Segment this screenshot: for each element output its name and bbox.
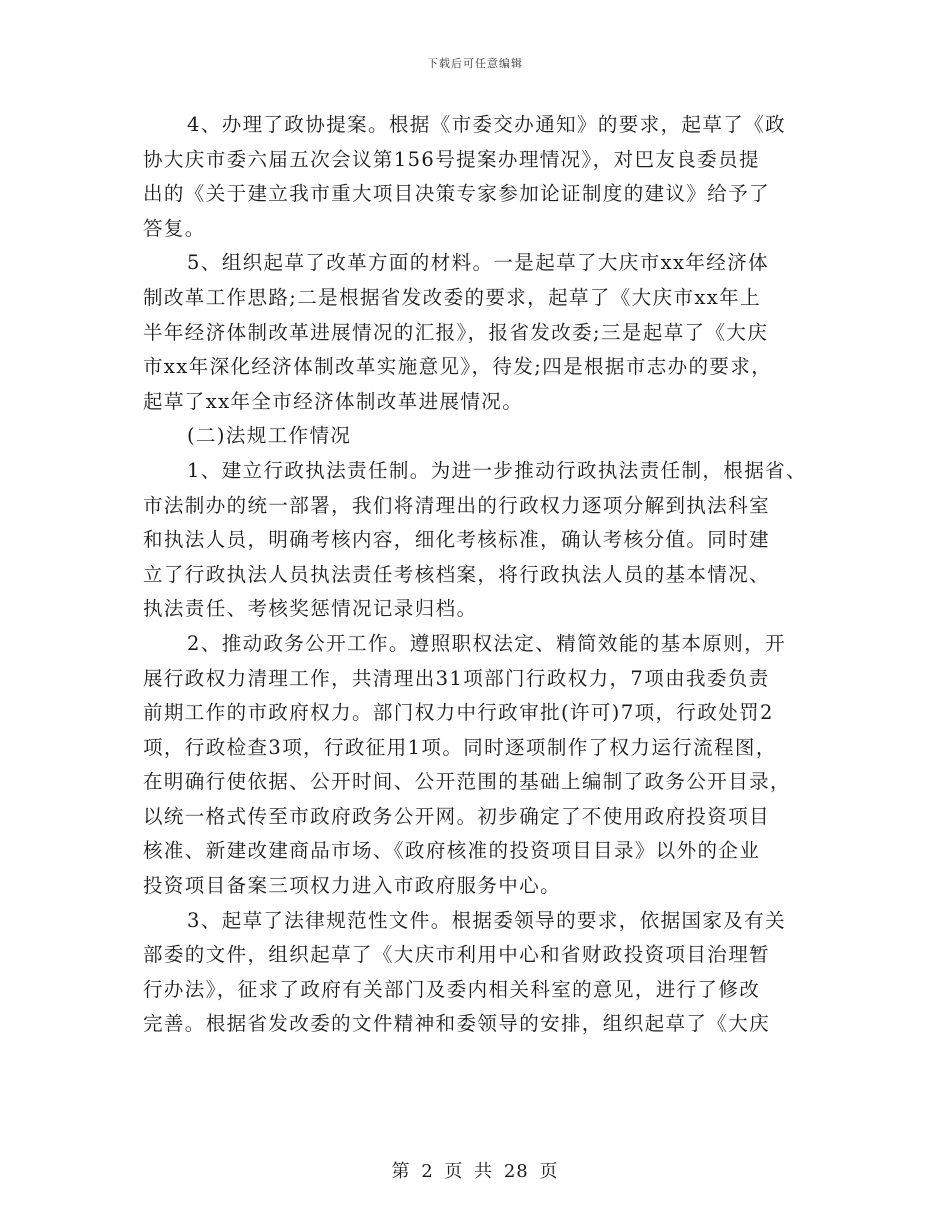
text-line: 以统一格式传至市政府政务公开网。初步确定了不使用政府投资项目: [143, 804, 771, 828]
text-line: 执法责任、考核奖惩情况记录归档。: [143, 597, 478, 621]
text-line: 项，行政检查3项，行政征用1项。同时逐项制作了权力运行流程图，: [143, 735, 777, 759]
text-line: 起草了xx年全市经济体制改革进展情况。: [143, 389, 524, 413]
text-line: 2、推动政务公开工作。遵照职权法定、精简效能的基本原则，开: [187, 631, 787, 655]
text-line: (二)法规工作情况: [187, 424, 352, 448]
text-line: 在明确行使依据、公开时间、公开范围的基础上编制了政务公开目录，: [143, 770, 791, 794]
text-line: 4、办理了政协提案。根据《市委交办通知》的要求，起草了《政: [187, 113, 787, 136]
text-line: 完善。根据省发改委的文件精神和委领导的安排，组织起草了《大庆: [143, 1012, 771, 1036]
text-line: 投资项目备案三项权力进入市政府服务中心。: [143, 874, 562, 898]
page-footer: 第 2 页 共 28 页: [391, 1161, 559, 1182]
text-line: 出的《关于建立我市重大项目决策专家参加论证制度的建议》给予了: [143, 182, 771, 206]
text-line: 3、起草了法律规范性文件。根据委领导的要求，依据国家及有关: [187, 908, 787, 932]
header-note: 下载后可任意编辑: [427, 57, 523, 70]
text-line: 行办法》，征求了政府有关部门及委内相关科室的意见，进行了修改: [143, 977, 761, 1001]
text-line: 展行政权力清理工作，共清理出31项部门行政权力，7项由我委负责: [143, 666, 770, 690]
text-line: 答复。: [143, 216, 206, 240]
text-line: 1、建立行政执法责任制。为进一步推动行政执法责任制，根据省、: [187, 458, 807, 482]
text-line: 制改革工作思路;二是根据省发改委的要求，起草了《大庆市xx年上: [143, 285, 761, 309]
text-line: 部委的文件，组织起草了《大庆市利用中心和省财政投资项目治理暂: [143, 943, 771, 967]
text-line: 立了行政执法人员执法责任考核档案，将行政执法人员的基本情况、: [143, 562, 771, 586]
text-line: 和执法人员，明确考核内容，细化考核标准，确认考核分值。同时建: [143, 528, 771, 552]
text-line: 市xx年深化经济体制改革实施意见》，待发;四是根据市志办的要求，: [143, 355, 773, 379]
text-line: 前期工作的市政府权力。部门权力中行政审批(许可)7项，行政处罚2: [143, 701, 774, 725]
text-line: 市法制办的统一部署，我们将清理出的行政权力逐项分解到执法科室: [143, 493, 771, 517]
text-line: 5、组织起草了改革方面的材料。一是起草了大庆市xx年经济体: [187, 251, 770, 275]
text-line: 核准、新建改建商品市场、《政府核准的投资项目目录》以外的企业: [143, 839, 761, 863]
text-line: 协大庆市委六届五次会议第156号提案办理情况》，对巴友良委员提: [143, 147, 760, 171]
document-body: [143, 108, 807, 1042]
text-line: 半年经济体制改革进展情况的汇报》，报省发改委;三是起草了《大庆: [143, 320, 769, 344]
